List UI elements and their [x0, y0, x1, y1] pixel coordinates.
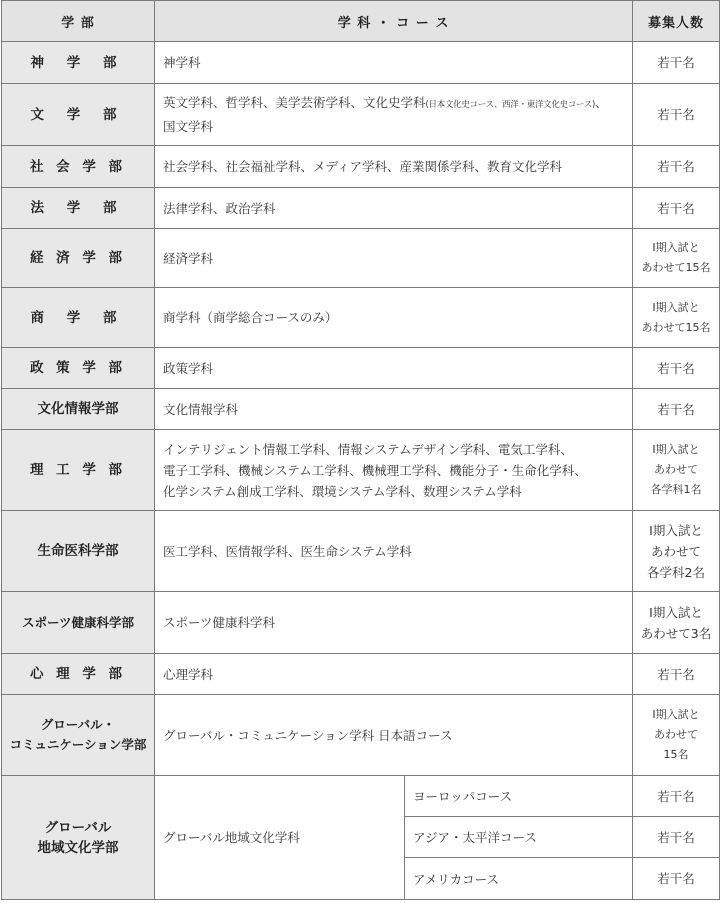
quota-value: 若干名 [633, 389, 720, 430]
quota-value [633, 695, 720, 776]
quota-line: Ⅰ期入試と [652, 708, 700, 721]
faculty-name-line: グローバル・ [40, 717, 116, 732]
header-quota: 募集人数 [633, 1, 720, 42]
quota-value: 若干名 [633, 817, 720, 858]
quota-line: Ⅰ期入試と [652, 241, 700, 254]
department-line: 英文学科、哲学科、美学芸術学科、文化史学科 [163, 95, 426, 110]
quota-line: 15名 [663, 748, 689, 761]
faculty-name: 神 学 部 [2, 42, 155, 84]
faculty-name: スポーツ健康科学部 [2, 592, 155, 654]
department-list: 商学科（商学総合コースのみ） [155, 288, 633, 348]
department-note: (日本文化史コース、西洋・東洋文化史コース) [425, 100, 595, 110]
faculty-name: 文 学 部 [2, 84, 155, 146]
quota-value [633, 288, 720, 348]
faculty-name-line: 地域文化学部 [37, 839, 119, 856]
table-row [2, 146, 720, 188]
quota-line: Ⅰ期入試と [652, 443, 700, 456]
quota-line: あわせて15名 [641, 320, 711, 334]
quota-line: あわせて3名 [640, 625, 712, 641]
course-name: アメリカコース [405, 858, 633, 900]
table-row [2, 288, 720, 348]
table-row [2, 430, 720, 511]
quota-value [633, 229, 720, 288]
department-line-end: 、 [594, 95, 608, 110]
department-list: 社会学科、社会福祉学科、メディア学科、産業関係学科、教育文化学科 [155, 146, 633, 188]
department-list: グローバル・コミュニケーション学科 日本語コース [155, 695, 633, 776]
quota-value: 若干名 [633, 776, 720, 817]
quota-line: Ⅰ期入試と [649, 522, 703, 538]
header-row [2, 1, 720, 42]
department-list [155, 84, 633, 146]
department-list: 政策学科 [155, 348, 633, 389]
department-list: 文化情報学科 [155, 389, 633, 430]
quota-value: 若干名 [633, 42, 720, 84]
department-line: 国文学科 [163, 119, 214, 134]
quota-line: あわせて [654, 463, 699, 476]
faculty-name: 理 工 学 部 [2, 430, 155, 511]
quota-line: あわせて [654, 728, 699, 741]
table-row [2, 592, 720, 654]
faculty-name-line: コミュニケーション学部 [9, 737, 147, 752]
quota-value: 若干名 [633, 188, 720, 229]
quota-value: 若干名 [633, 348, 720, 389]
department-list: 経済学科 [155, 229, 633, 288]
table-row [2, 654, 720, 695]
quota-value: 若干名 [633, 858, 720, 900]
table-row [2, 42, 720, 84]
table-row [2, 348, 720, 389]
faculty-name: 法 学 部 [2, 188, 155, 229]
department-list: 法律学科、政治学科 [155, 188, 633, 229]
quota-value [633, 430, 720, 511]
header-department: 学 科 ・ コ ー ス [155, 1, 633, 42]
department-line: 化学システム創成工学科、環境システム学科、数理システム学科 [163, 483, 522, 499]
faculty-name: 文化情報学部 [2, 389, 155, 430]
department-list: 神学科 [155, 42, 633, 84]
faculty-name: 社 会 学 部 [2, 146, 155, 188]
faculty-name: 生命医科学部 [2, 511, 155, 592]
table-row [2, 389, 720, 430]
quota-value: 若干名 [633, 146, 720, 188]
faculty-name-line: グローバル [44, 819, 112, 836]
course-name: アジア・太平洋コース [405, 817, 633, 858]
department-list: グローバル地域文化学科 [155, 776, 405, 900]
department-line: 電子工学科、機械システム工学科、機械理工学科、機能分子・生命化学科、 [163, 462, 587, 478]
quota-value [633, 592, 720, 654]
department-list: スポーツ健康科学科 [155, 592, 633, 654]
faculty-name [2, 776, 155, 900]
quota-value [633, 511, 720, 592]
department-list: 心理学科 [155, 654, 633, 695]
quota-line: あわせて [651, 543, 702, 559]
admissions-quota-table [1, 0, 720, 900]
quota-line: あわせて15名 [641, 261, 711, 274]
faculty-name: 心 理 学 部 [2, 654, 155, 695]
table-row [2, 776, 720, 817]
quota-line: Ⅰ期入試と [652, 300, 700, 314]
table-row [2, 188, 720, 229]
table-row [2, 84, 720, 146]
department-line: インテリジェント情報工学科、情報システムデザイン学科、電気工学科、 [163, 441, 573, 457]
header-faculty: 学 部 [2, 1, 155, 42]
quota-line: 各学科1名 [650, 483, 702, 496]
faculty-name: 経 済 学 部 [2, 229, 155, 288]
quota-value: 若干名 [633, 654, 720, 695]
quota-value: 若干名 [633, 84, 720, 146]
table-row [2, 695, 720, 776]
department-list [155, 430, 633, 511]
table-row [2, 511, 720, 592]
quota-line: Ⅰ期入試と [649, 604, 703, 620]
faculty-name [2, 695, 155, 776]
quota-line: 各学科2名 [647, 564, 705, 580]
department-list: 医工学科、医情報学科、医生命システム学科 [155, 511, 633, 592]
table-row [2, 229, 720, 288]
faculty-name: 商 学 部 [2, 288, 155, 348]
faculty-name: 政 策 学 部 [2, 348, 155, 389]
course-name: ヨーロッパコース [405, 776, 633, 817]
